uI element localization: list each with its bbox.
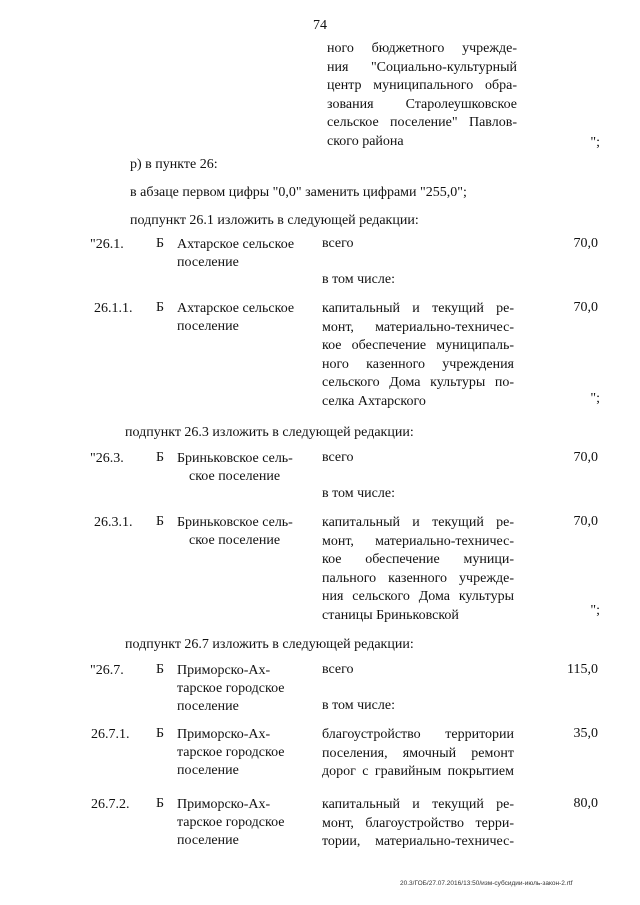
row-category: Б [156, 662, 165, 677]
row-number: "26.3. [90, 451, 124, 466]
footer-filename: 20.3/ГОБ/27.07.2016/13:50/изм-субсидии-июль-закон-2.rtf [400, 880, 573, 887]
row-name: Ахтарское сельское поселение [177, 301, 295, 334]
text-line: зования Старолеушковское [327, 96, 517, 112]
paragraph-abzac: в абзаце первом цифры "0,0" заменить цифрами "255,0"; [130, 185, 467, 200]
row-value: 115,0 [567, 662, 598, 677]
text-line: капитальный и текущий ре- [322, 515, 514, 530]
text-line: Бриньковское сель- [177, 515, 293, 530]
row-value: 35,0 [573, 726, 598, 741]
text-line: Бриньковское сель- [177, 451, 293, 466]
text-line: центр муниципального обра- [327, 78, 517, 93]
row-desc: всего [322, 450, 354, 465]
text-line: ское поселение [189, 469, 281, 484]
row-name [177, 662, 317, 716]
text-line: тарское городское [177, 745, 285, 760]
text-line: поселение [177, 763, 239, 778]
row-desc [322, 726, 514, 782]
row-value: 70,0 [573, 514, 598, 529]
closing-quote: "; [590, 603, 600, 618]
text-line: тарское городское [177, 681, 285, 696]
row-including: в том числе: [322, 486, 395, 501]
row-desc [322, 796, 514, 852]
row-name [177, 726, 317, 780]
row-value: 70,0 [573, 300, 598, 315]
text-line: сельского Дома культуры по- [322, 375, 514, 390]
row-name [177, 514, 317, 550]
row-number: "26.7. [90, 663, 124, 678]
row-category: Б [156, 236, 165, 251]
text-line: тарское городское [177, 815, 285, 830]
text-line: дорог с гравийным покрытием [322, 764, 514, 779]
text-line: селка Ахтарского [322, 393, 426, 409]
text-line: ния "Социально-культурный [327, 59, 517, 75]
text-line: поселения, ямочный ремонт [322, 745, 514, 761]
text-line: пального казенного учрежде- [322, 570, 514, 586]
text-line: монт, благоустройство терри- [322, 815, 514, 831]
row-number: "26.1. [90, 237, 124, 252]
text-line: благоустройство территории [322, 727, 514, 742]
row-including: в том числе: [322, 272, 395, 287]
row-category: Б [156, 796, 165, 811]
text-line: капитальный и текущий ре- [322, 797, 514, 812]
closing-quote: "; [590, 391, 600, 406]
paragraph-26-7: подпункт 26.7 изложить в следующей редакции: [125, 637, 414, 652]
row-desc: всего [322, 236, 354, 251]
text-line: капитальный и текущий ре- [322, 301, 514, 316]
text-line: монт, материально-техничес- [322, 319, 514, 335]
paragraph-26-3: подпункт 26.3 изложить в следующей редакции: [125, 425, 414, 440]
closing-quote: "; [590, 135, 600, 150]
text-line: ного бюджетного учрежде- [327, 41, 517, 56]
text-line: сельское поселение" Павлов- [327, 115, 517, 130]
text-line: Приморско-Ах- [177, 663, 271, 678]
row-desc [322, 300, 514, 411]
text-line: поселение [177, 699, 239, 714]
row-category: Б [156, 726, 165, 741]
row-number: 26.1.1. [94, 301, 133, 316]
text-line: Приморско-Ах- [177, 727, 271, 742]
text-line: поселение [177, 833, 239, 848]
text-line: ного казенного учреждения [322, 356, 514, 372]
row-category: Б [156, 450, 165, 465]
text-line: ское поселение [189, 533, 281, 548]
text-line: ния сельского Дома культуры [322, 589, 514, 604]
row-number: 26.3.1. [94, 515, 133, 530]
continuation-text [327, 40, 517, 151]
text-line: ского района [327, 133, 404, 149]
page-number: 74 [313, 18, 327, 33]
row-value: 70,0 [573, 236, 598, 251]
row-including: в том числе: [322, 698, 395, 713]
text-line: Приморско-Ах- [177, 797, 271, 812]
row-name [177, 796, 317, 850]
text-line: станицы Бриньковской [322, 607, 459, 623]
row-desc: всего [322, 662, 354, 677]
text-line: монт, материально-техничес- [322, 533, 514, 549]
row-number: 26.7.2. [91, 797, 130, 812]
row-category: Б [156, 514, 165, 529]
paragraph-r: р) в пункте 26: [130, 157, 218, 172]
text-line: тории, материально-техничес- [322, 834, 514, 849]
row-value: 70,0 [573, 450, 598, 465]
paragraph-26-1: подпункт 26.1 изложить в следующей редакции: [130, 213, 419, 228]
row-name [177, 450, 317, 486]
row-desc [322, 514, 514, 625]
row-category: Б [156, 300, 165, 315]
text-line: кое обеспечение муници- [322, 552, 514, 567]
row-value: 80,0 [573, 796, 598, 811]
row-number: 26.7.1. [91, 727, 130, 742]
text-line: кое обеспечение муниципаль- [322, 338, 514, 353]
row-name: Ахтарское сельское поселение [177, 237, 295, 270]
